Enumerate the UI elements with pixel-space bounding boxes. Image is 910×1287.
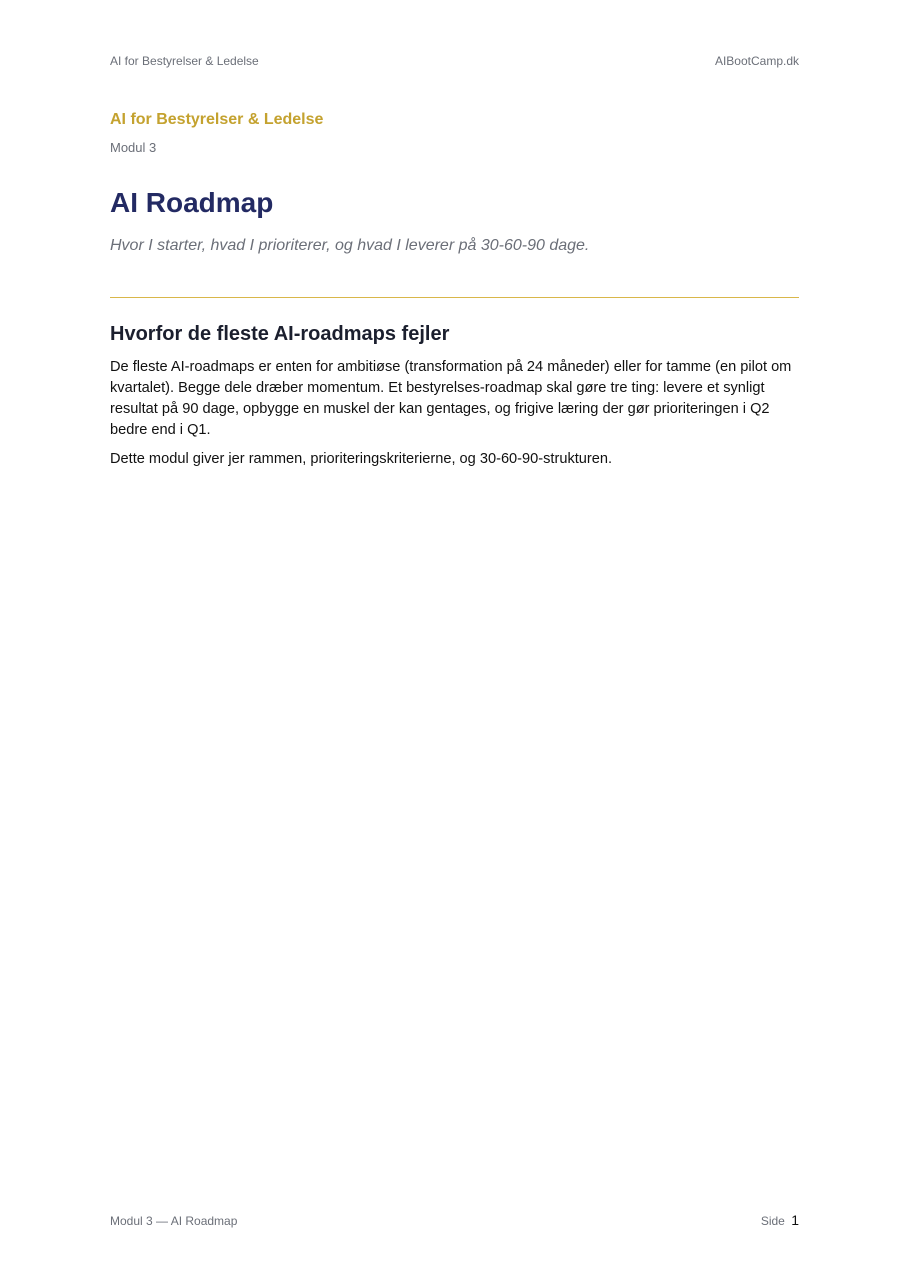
module-label: Modul 3 [110,140,157,155]
running-footer [110,1212,799,1228]
section-paragraph-2: Dette modul giver jer rammen, prioriteringskriterierne, og 30-60-90-strukturen. [110,451,613,467]
header-right-text: AIBootCamp.dk [714,54,799,68]
footer-page-indicator [761,1212,799,1228]
footer-page-number: 1 [791,1212,799,1228]
section-why-roadmaps-fail [110,320,799,478]
document-brand: AI for Bestyrelser & Ledelse [110,111,324,128]
page-title: AI Roadmap [110,187,274,218]
section-heading: Hvorfor de fleste AI-roadmaps fejler [110,323,450,345]
running-header [110,54,799,68]
section-paragraph-1: De fleste AI-roadmaps er enten for ambitiøse (transformation på 24 måneder) eller for tamme (en pilot om kvartalet). Begge dele dræber momentum. Et bestyrelses-roadmap skal gøre tre ting: levere et synligt resultat på 90 dage, opbygge en muskel der kan gentages, og frigive læring der gør prioriteringen i Q2 bedre end i Q1. [110,359,792,438]
footer-left-text: Modul 3 — AI Roadmap [110,1214,238,1228]
page-subtitle: Hvor I starter, hvad I prioriterer, og hvad I leverer på 30-60-90 dage. [110,237,590,254]
footer-page-label: Side [760,1214,785,1228]
header-left-text: AI for Bestyrelser & Ledelse [110,54,259,68]
section-divider [110,297,799,298]
